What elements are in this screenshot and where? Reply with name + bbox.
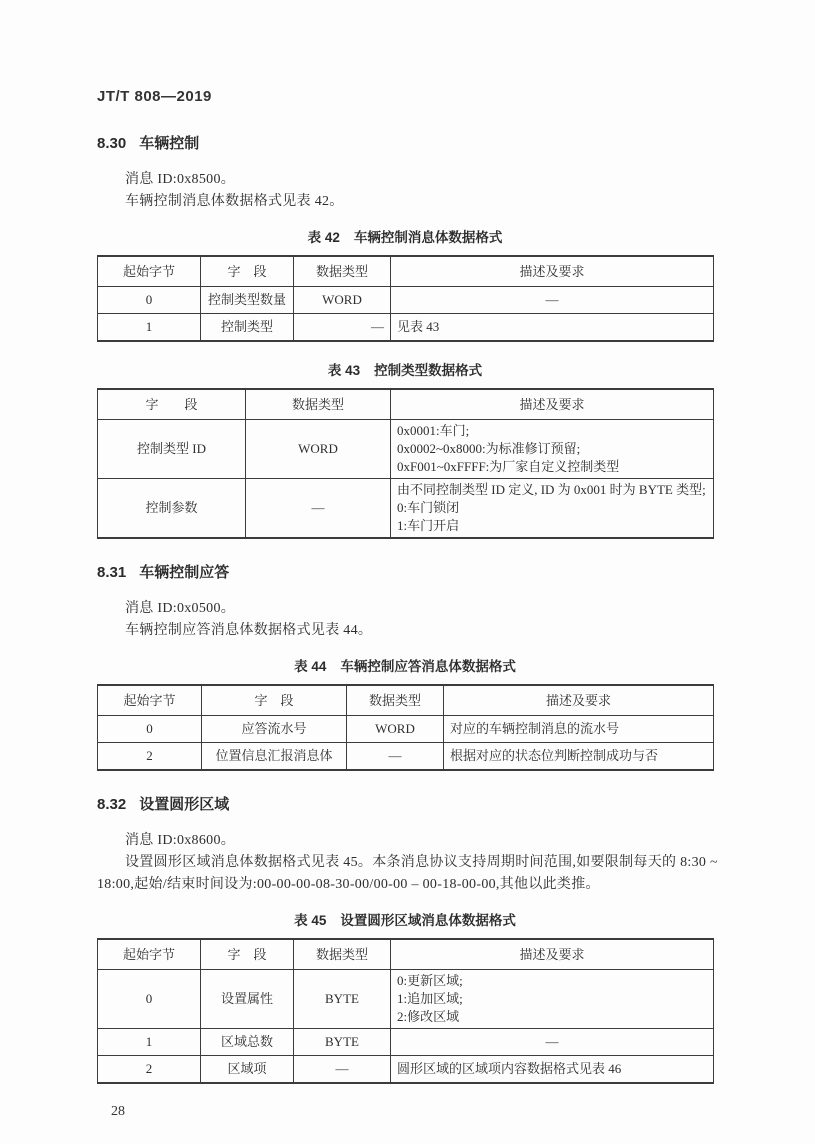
table-caption-45 bbox=[97, 909, 713, 929]
msg-id-line: 消息 ID:0x0500。 bbox=[125, 601, 236, 616]
table-row bbox=[98, 716, 714, 743]
description-line: 0xF001~0xFFFF:为厂家自定义控制类型 bbox=[397, 459, 620, 474]
section-number: 8.31 bbox=[97, 564, 127, 581]
description-line: 由不同控制类型 ID 定义, ID 为 0x001 时为 BYTE 类型; bbox=[397, 482, 706, 497]
table-ref-line: 车辆控制消息体数据格式见表 42。 bbox=[125, 194, 344, 209]
table-row bbox=[98, 743, 714, 771]
paragraph-line: 18:00,起始/结束时间设为:00-00-00-08-30-00/00-00 – 00-18-00-00,其他以此类推。 bbox=[97, 877, 600, 892]
table-caption-label: 表 43 bbox=[327, 363, 361, 378]
table-row bbox=[98, 1029, 714, 1056]
col-header-field: 字 段 bbox=[201, 256, 294, 287]
section-heading-8-31 bbox=[97, 561, 713, 582]
cell-start-byte: 0 bbox=[98, 970, 201, 1029]
cell-field: 区域总数 bbox=[201, 1029, 294, 1056]
cell-description bbox=[391, 479, 714, 539]
table-caption-label: 表 42 bbox=[307, 230, 340, 245]
table-row bbox=[98, 970, 714, 1029]
description-line: 1:车门开启 bbox=[397, 518, 460, 533]
table-45 bbox=[97, 938, 714, 1084]
table-42 bbox=[97, 255, 714, 342]
cell-data-type: WORD bbox=[246, 420, 391, 479]
section-title: 车辆控制应答 bbox=[139, 564, 230, 581]
cell-start-byte: 0 bbox=[98, 287, 201, 314]
cell-field: 控制参数 bbox=[98, 479, 246, 539]
section-number: 8.32 bbox=[97, 796, 127, 813]
description-line: 0:车门锁闭 bbox=[397, 500, 460, 515]
cell-data-type: — bbox=[246, 479, 391, 539]
col-header-description: 描述及要求 bbox=[391, 256, 714, 287]
cell-field: 控制类型 bbox=[201, 314, 294, 342]
cell-data-type: WORD bbox=[294, 287, 391, 314]
table-row bbox=[98, 287, 714, 314]
table-caption-title: 控制类型数据格式 bbox=[374, 363, 483, 378]
col-header-data-type: 数据类型 bbox=[347, 685, 444, 716]
cell-data-type: — bbox=[294, 1056, 391, 1084]
msg-id-line: 消息 ID:0x8500。 bbox=[125, 172, 236, 187]
col-header-data-type: 数据类型 bbox=[294, 256, 391, 287]
cell-data-type: WORD bbox=[347, 716, 444, 743]
col-header-field: 字 段 bbox=[202, 685, 347, 716]
cell-field: 应答流水号 bbox=[202, 716, 347, 743]
table-caption-title: 设置圆形区域消息体数据格式 bbox=[340, 913, 516, 928]
cell-data-type: BYTE bbox=[294, 1029, 391, 1056]
doc-header-code: JT/T 808—2019 bbox=[97, 88, 212, 105]
table-header-row bbox=[98, 256, 714, 287]
table-caption-label: 表 44 bbox=[294, 659, 327, 674]
col-header-description: 描述及要求 bbox=[391, 939, 714, 970]
table-caption-42 bbox=[97, 226, 713, 246]
cell-start-byte: 1 bbox=[98, 1029, 201, 1056]
col-header-field: 字 段 bbox=[98, 389, 246, 420]
cell-field: 设置属性 bbox=[201, 970, 294, 1029]
table-row bbox=[98, 1056, 714, 1084]
cell-field: 区域项 bbox=[201, 1056, 294, 1084]
description-line: 0:更新区域; bbox=[397, 973, 463, 988]
section-title: 设置圆形区域 bbox=[139, 796, 230, 813]
cell-data-type: — bbox=[347, 743, 444, 771]
table-header-row bbox=[98, 939, 714, 970]
cell-description: — bbox=[391, 287, 714, 314]
cell-start-byte: 0 bbox=[98, 716, 202, 743]
table-header-row bbox=[98, 685, 714, 716]
page-content bbox=[97, 88, 718, 1120]
cell-field: 控制类型 ID bbox=[98, 420, 246, 479]
section-title: 车辆控制 bbox=[139, 135, 200, 152]
cell-field: 控制类型数量 bbox=[201, 287, 294, 314]
table-header-row bbox=[98, 389, 714, 420]
msg-id-line: 消息 ID:0x8600。 bbox=[125, 833, 236, 848]
table-43 bbox=[97, 388, 714, 539]
cell-description: 见表 43 bbox=[391, 314, 714, 342]
cell-start-byte: 2 bbox=[98, 1056, 201, 1084]
cell-description bbox=[391, 420, 714, 479]
description-line: 0x0002~0x8000:为标准修订预留; bbox=[397, 441, 581, 456]
cell-data-type: — bbox=[294, 314, 391, 342]
section-heading-8-30 bbox=[97, 132, 713, 153]
col-header-start-byte: 起始字节 bbox=[98, 685, 202, 716]
section-number: 8.30 bbox=[97, 135, 127, 152]
table-row bbox=[98, 314, 714, 342]
table-row bbox=[98, 479, 714, 539]
cell-description: 对应的车辆控制消息的流水号 bbox=[444, 716, 714, 743]
section-heading-8-32 bbox=[97, 793, 713, 814]
table-ref-line: 车辆控制应答消息体数据格式见表 44。 bbox=[125, 623, 373, 638]
page-number: 28 bbox=[111, 1104, 125, 1119]
table-caption-title: 车辆控制消息体数据格式 bbox=[353, 230, 503, 245]
cell-description: — bbox=[391, 1029, 714, 1056]
cell-start-byte: 1 bbox=[98, 314, 201, 342]
table-row bbox=[98, 420, 714, 479]
cell-data-type: BYTE bbox=[294, 970, 391, 1029]
col-header-start-byte: 起始字节 bbox=[98, 256, 201, 287]
description-line: 0x0001:车门; bbox=[397, 423, 470, 438]
table-caption-44 bbox=[97, 655, 713, 675]
table-caption-label: 表 45 bbox=[294, 913, 327, 928]
description-line: 2:修改区域 bbox=[397, 1009, 460, 1024]
col-header-description: 描述及要求 bbox=[391, 389, 714, 420]
col-header-description: 描述及要求 bbox=[444, 685, 714, 716]
cell-description: 根据对应的状态位判断控制成功与否 bbox=[444, 743, 714, 771]
col-header-data-type: 数据类型 bbox=[246, 389, 391, 420]
col-header-data-type: 数据类型 bbox=[294, 939, 391, 970]
description-line: 1:追加区域; bbox=[397, 991, 463, 1006]
col-header-start-byte: 起始字节 bbox=[98, 939, 201, 970]
table-44 bbox=[97, 684, 714, 771]
table-caption-title: 车辆控制应答消息体数据格式 bbox=[340, 659, 516, 674]
cell-description bbox=[391, 970, 714, 1029]
table-caption-43 bbox=[97, 359, 713, 379]
cell-field: 位置信息汇报消息体 bbox=[202, 743, 347, 771]
cell-description: 圆形区域的区域项内容数据格式见表 46 bbox=[391, 1056, 714, 1084]
col-header-field: 字 段 bbox=[201, 939, 294, 970]
paragraph-line: 设置圆形区域消息体数据格式见表 45。本条消息协议支持周期时间范围,如要限制每天的 8:30 ~ bbox=[125, 855, 718, 870]
cell-start-byte: 2 bbox=[98, 743, 202, 771]
